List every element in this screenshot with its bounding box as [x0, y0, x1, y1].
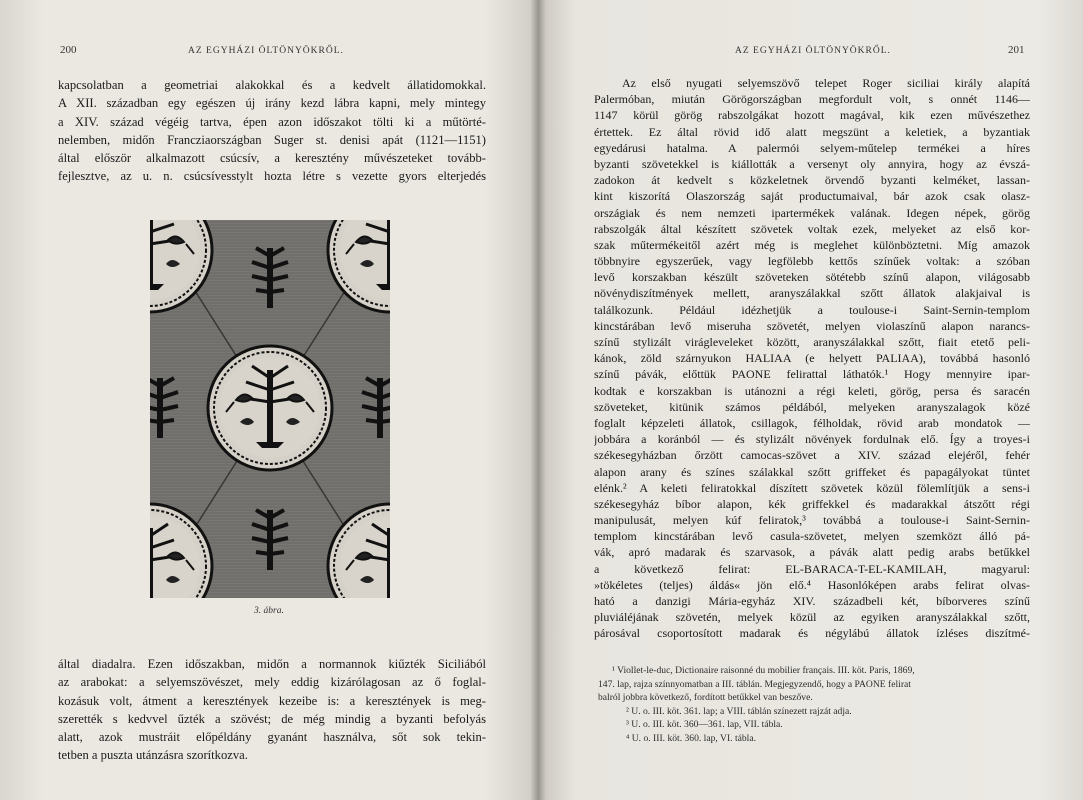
- text-line: országiak és nem nemzeti ipartermékek valának. Idegen népek, görög: [594, 205, 1030, 220]
- text-line: szerették s kedvvel űzték a szövést; de még mindig a byzanti befolyás: [58, 711, 486, 726]
- text-line: kánok, zöld szárnyukon HALIAA (e helyett PALIAA), továbbá hasonló: [594, 351, 1030, 366]
- figure-caption: 3. ábra.: [254, 606, 284, 616]
- textile-pattern-illustration: [150, 220, 390, 598]
- text-line: székesegyház bíbor alapon, kék griffekkel és madarakkal átszőtt régi: [594, 496, 1030, 511]
- left-top-text: [58, 76, 486, 186]
- footnote: ¹ Viollet-le-duc, Dictionaire raisonné du mobilier français. III. köt. Paris, 1869,: [612, 665, 915, 676]
- text-line: rabszolgák által készített szövetek voltak ezek, melyeket az első kor-: [594, 221, 1030, 236]
- running-head: AZ EGYHÁZI ÖLTÖNYÖKRŐL.: [735, 46, 891, 56]
- text-line: levő korszakban készült szöveteken sötétebb színű alapon, világosabb: [594, 270, 1030, 285]
- footnote: balról jobbra következő, fordított betűkkel van beszőve.: [598, 692, 813, 704]
- left-page: [0, 0, 538, 800]
- text-line: Az első nyugati selyemszövő telepet Roger siciliai király alapítá: [622, 76, 1030, 90]
- footnote: 147. lap, rajza színnyomatban a III. táblán. Megjegyzendő, hogy a PAONE felirat: [598, 678, 911, 690]
- footnote: ³ U. o. III. köt. 360—361. lap, VII. tábla.: [626, 719, 783, 731]
- text-line: elénk.² A keleti feliratokkal díszített szövetek közül fölemlítjük a sens-i: [594, 480, 1030, 495]
- text-line: színű stylizált virágleveleket között, aranyszálakkal szőtt, fiait etető peli-: [594, 335, 1030, 349]
- right-body-text: [594, 75, 1030, 642]
- text-line: tetben a puszta utánzásra szorítkozva.: [58, 748, 248, 763]
- text-line: színű pávák, előttük PAONE felirattal láthatók.¹ Hogy mennyire ipar-: [594, 367, 1030, 382]
- text-line: által először alkalmazott csúcsív, a keresztény művészeteket tovább-: [58, 151, 486, 166]
- text-line: manipulusát, melyen kúf feliratok,³ továbbá a toulouse-i Saint-Sernin-: [594, 513, 1030, 528]
- text-line: jobbára a koránból — és stylizált növények fordulnak elő. Így a troyes-i: [594, 432, 1030, 447]
- text-line: Palermóban, miután Görögországban megfordult volt, s onnét 1146—: [594, 92, 1030, 107]
- text-line: szak műtermékeitől azért még is meglehet különböztetni. Míg amazok: [594, 237, 1030, 252]
- footnote: ² U. o. III. köt. 361. lap; a VIII. táblán színezett rajzát adja.: [626, 705, 852, 717]
- text-line: kint kiszorítá Olaszország saját productumaival, bár azok csak olasz-: [594, 189, 1030, 204]
- page-number: 201: [1008, 44, 1025, 56]
- text-line: által diadalra. Ezen időszakban, midőn a normannok kiűzték Siciliából: [58, 657, 486, 671]
- text-line: párosával csoportosított madarak és négylábú állatok ízléses diszítmé-: [594, 626, 1030, 641]
- text-line: alapon arany és színes szálakkal szőtt griffeket és papagályokat tüntet: [594, 464, 1030, 479]
- text-line: kapcsolatban a geometriai alakokkal és a kedvelt állatidomokkal.: [58, 78, 486, 92]
- text-line: a következő felirat: EL-BARACA-T-EL-KAMILAH, magyarul:: [594, 561, 1030, 576]
- footnotes: [598, 664, 1034, 746]
- text-line: alatt, azok mustráit előpéldány gyanánt használva, sőt sok tekin-: [58, 730, 486, 745]
- left-bottom-text: [58, 655, 486, 765]
- text-line: A XII. században egy egészen új irány kezd lábra kapni, mely mintegy: [58, 96, 486, 111]
- text-line: értettek. Ez által rövid idő alatt megszünt a keletiek, a byzantiak: [594, 124, 1030, 139]
- text-line: növénydiszítmények mellett, aranyszálakkal szőtt állatok alakjaival is: [594, 286, 1030, 301]
- footnote: ⁴ U. o. III. köt. 360. lap, VI. tábla.: [626, 732, 756, 744]
- text-line: byzanti szövetekkel is kiállották a versenyt oly annyira, hogy az évszá-: [594, 156, 1030, 171]
- text-line: a XIV. század végéig tartva, épen azon időszakot tölti ki a műtörté-: [58, 114, 486, 129]
- text-line: egyedárusi hatalma. A palermói selyem-műtelep termékei a híres: [594, 140, 1030, 155]
- text-line: zadokon át kedvelt s közkeletnek örvendő byzanti kelméket, lassan-: [594, 173, 1030, 188]
- text-line: találkozunk. Például idézhetjük a toulouse-i Saint-Sernin-templom: [594, 302, 1030, 317]
- text-line: »tökéletes (teljes) áldás« jön elő.⁴ Hasonlóképen arabs felirat olvas-: [594, 577, 1030, 592]
- text-line: többnyire egyszerűek, vagy legfölebb kettős színűek voltak: a szóban: [594, 254, 1030, 269]
- text-line: nelemben, midőn Francziaországban Suger st. denisi apát (1121—1151): [58, 132, 486, 147]
- book-gutter: [530, 0, 546, 800]
- text-line: ható a danzigi Mária-egyház XIV. századbeli két, bíborveres színű: [594, 594, 1030, 608]
- text-line: szöveteket, kitünik számos példából, melyeken aranyszalagok közé: [594, 399, 1030, 414]
- text-line: fejlesztve, az u. n. csúcsívesstylt hozta létre s vezette gyors elterjedés: [58, 169, 486, 184]
- text-line: foglalt képzeleti állatok, csillagok, félholdak, rövid arab mondatok —: [594, 415, 1030, 430]
- text-line: templom kincstárában levő casula-szövetet, melyen szemközt álló pá-: [594, 529, 1030, 544]
- text-line: kincstárában levő miseruha szövetét, melyen violaszínű alapon narancs-: [594, 318, 1030, 333]
- text-line: 1147 körül görög rabszolgákat hozott magával, kik ezen művészethez: [594, 108, 1030, 123]
- text-line: kodtak e korszakban is utánozni a régi keleti, görög, persa és saracén: [594, 383, 1030, 398]
- text-line: az arabokat: a selyemszövészet, mely eddig kizárólagosan az ő foglal-: [58, 675, 486, 690]
- text-line: kozásuk volt, átment a keresztények kezeibe is: a keresztények is meg-: [58, 693, 486, 708]
- page-number: 200: [60, 44, 77, 56]
- figure-textile-pattern: [150, 220, 390, 598]
- text-line: pluviáléjának szövetén, melyek közül az egyiken aranyszálakkal szőtt,: [594, 610, 1030, 625]
- text-line: székesegyházban őrzött camocas-szövet a XIV. század elejéről, fehér: [594, 448, 1030, 463]
- running-head: AZ EGYHÁZI ÖLTÖNYÖKRŐL.: [188, 46, 344, 56]
- text-line: vák, apró madarak és szarvasok, a pávák alatt pedig arabs betűkkel: [594, 545, 1030, 560]
